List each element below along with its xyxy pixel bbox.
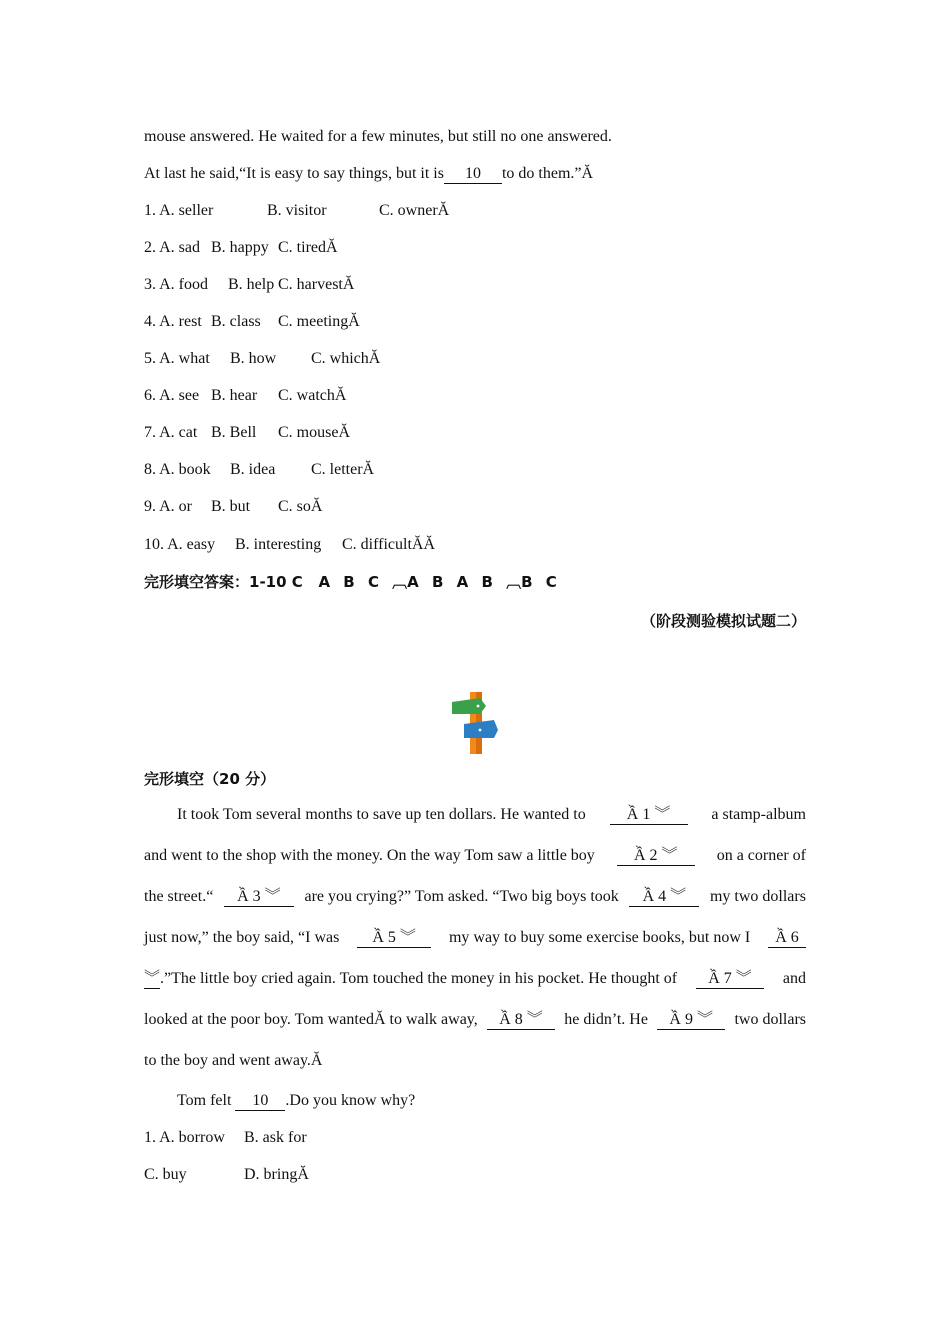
question-row xyxy=(144,312,360,332)
option-b: B. ask for xyxy=(244,1129,307,1146)
passage-line xyxy=(144,929,806,948)
section-title: （阶段测验模拟试题二） xyxy=(640,612,806,630)
cloze-heading: 完形填空（20 分） xyxy=(144,770,276,788)
passage-line xyxy=(144,888,806,907)
option-a: 1. A. seller xyxy=(144,202,214,219)
question-row xyxy=(144,349,380,369)
option-a: 5. A. what xyxy=(144,350,210,367)
option-a: 4. A. rest xyxy=(144,313,202,330)
blank-6-end: ︾ xyxy=(144,970,161,987)
text-line xyxy=(177,1091,415,1111)
signpost-logo-icon xyxy=(450,690,500,756)
option-c: C. difficultĂĂ xyxy=(342,536,436,553)
blank-4: Ầ 4 ︾ xyxy=(629,888,699,907)
text-line xyxy=(144,164,593,184)
option-b: B. happy xyxy=(211,239,269,256)
option-b: B. help xyxy=(228,276,275,293)
option-a: 2. A. sad xyxy=(144,239,200,256)
text-segment: to do them.”Ă xyxy=(501,165,594,182)
text-segment: a stamp-album xyxy=(711,806,806,823)
option-c: C. whichĂ xyxy=(311,350,381,367)
option-c: C. letterĂ xyxy=(311,461,375,478)
text-segment: he didn’t. He xyxy=(564,1011,648,1028)
text-line: mouse answered. He waited for a few minutes, but still no one answered. xyxy=(144,128,612,145)
text-segment: and went to the shop with the money. On the way Tom saw a little boy xyxy=(144,847,595,864)
option-c: C. soĂ xyxy=(278,498,323,515)
option-a: 1. A. borrow xyxy=(144,1129,225,1146)
option-a: 3. A. food xyxy=(144,276,208,293)
option-a: 7. A. cat xyxy=(144,424,198,441)
question-row xyxy=(144,423,350,443)
question-row xyxy=(144,1128,307,1148)
blank-1: Ầ 1 ︾ xyxy=(610,806,688,825)
blank-3: Ầ 3 ︾ xyxy=(224,888,294,907)
option-a: 6. A. see xyxy=(144,387,200,404)
blank-10: 10 xyxy=(235,1092,285,1111)
option-b: B. Bell xyxy=(211,424,257,441)
question-row xyxy=(144,1165,309,1185)
option-b: B. idea xyxy=(230,461,276,478)
text-segment: two dollars xyxy=(734,1011,806,1028)
question-row xyxy=(144,535,435,555)
text-segment: on a corner of xyxy=(716,847,806,864)
answer-label: 完形填空答案：1-10 C xyxy=(144,573,303,591)
passage-line xyxy=(144,1011,806,1030)
option-c: C. buy xyxy=(144,1166,187,1183)
text-segment: and xyxy=(782,970,806,987)
blank-8: Ầ 8 ︾ xyxy=(487,1011,555,1030)
text-segment: my two dollars xyxy=(709,888,806,905)
option-c: C. harvestĂ xyxy=(278,276,355,293)
option-a: 9. A. or xyxy=(144,498,192,515)
blank-7: Ầ 7 ︾ xyxy=(696,970,764,989)
option-c: C. meetingĂ xyxy=(278,313,360,330)
question-row xyxy=(144,497,322,517)
passage-line xyxy=(144,847,806,866)
text-segment: to the boy and went away.Ă xyxy=(144,1052,323,1069)
option-d: D. bringĂ xyxy=(244,1166,309,1183)
text-segment: my way to buy some exercise books, but now I xyxy=(448,929,751,946)
blank: 10 xyxy=(444,165,502,184)
question-row xyxy=(144,275,354,295)
question-row xyxy=(144,460,374,480)
text-segment: the street.“ xyxy=(144,888,214,905)
cloze-passage xyxy=(144,806,806,1096)
question-row xyxy=(144,386,346,406)
question-row xyxy=(144,238,338,258)
text-segment: It took Tom several months to save up ten dollars. He wanted to xyxy=(177,806,586,823)
text-segment: just now,” the boy said, “I was xyxy=(144,929,340,946)
text-segment: looked at the poor boy. Tom wantedĂ to walk away, xyxy=(144,1011,478,1028)
text-segment: At last he said,“It is easy to say things, but it is xyxy=(144,165,444,182)
passage-line xyxy=(177,806,806,825)
question-row xyxy=(144,201,449,221)
option-b: B. but xyxy=(211,498,251,515)
blank-6: Ầ 6 xyxy=(768,929,806,948)
text-segment: Tom felt xyxy=(177,1092,232,1109)
answer-key xyxy=(144,572,557,592)
text-segment: .”The little boy cried again. Tom touched the money in his pocket. He thought of xyxy=(160,970,678,987)
option-c: C. mouseĂ xyxy=(278,424,350,441)
text-segment: .Do you know why? xyxy=(285,1092,416,1109)
option-b: B. class xyxy=(211,313,261,330)
option-b: B. interesting xyxy=(235,536,322,553)
passage-line xyxy=(144,1052,806,1070)
blank-2: Ầ 2 ︾ xyxy=(617,847,695,866)
passage-line xyxy=(144,970,806,989)
answer-values: A B C ︹A B A B ︹B C xyxy=(318,573,557,591)
option-c: C. watchĂ xyxy=(278,387,347,404)
option-b: B. visitor xyxy=(267,202,327,219)
option-a: 10. A. easy xyxy=(144,536,216,553)
text-segment: are you crying?” Tom asked. “Two big boys took xyxy=(304,888,619,905)
option-c: C. ownerĂ xyxy=(379,202,450,219)
option-b: B. how xyxy=(230,350,277,367)
option-a: 8. A. book xyxy=(144,461,211,478)
blank-5: Ầ 5 ︾ xyxy=(357,929,431,948)
option-b: B. hear xyxy=(211,387,258,404)
blank-9: Ầ 9 ︾ xyxy=(657,1011,725,1030)
option-c: C. tiredĂ xyxy=(278,239,338,256)
